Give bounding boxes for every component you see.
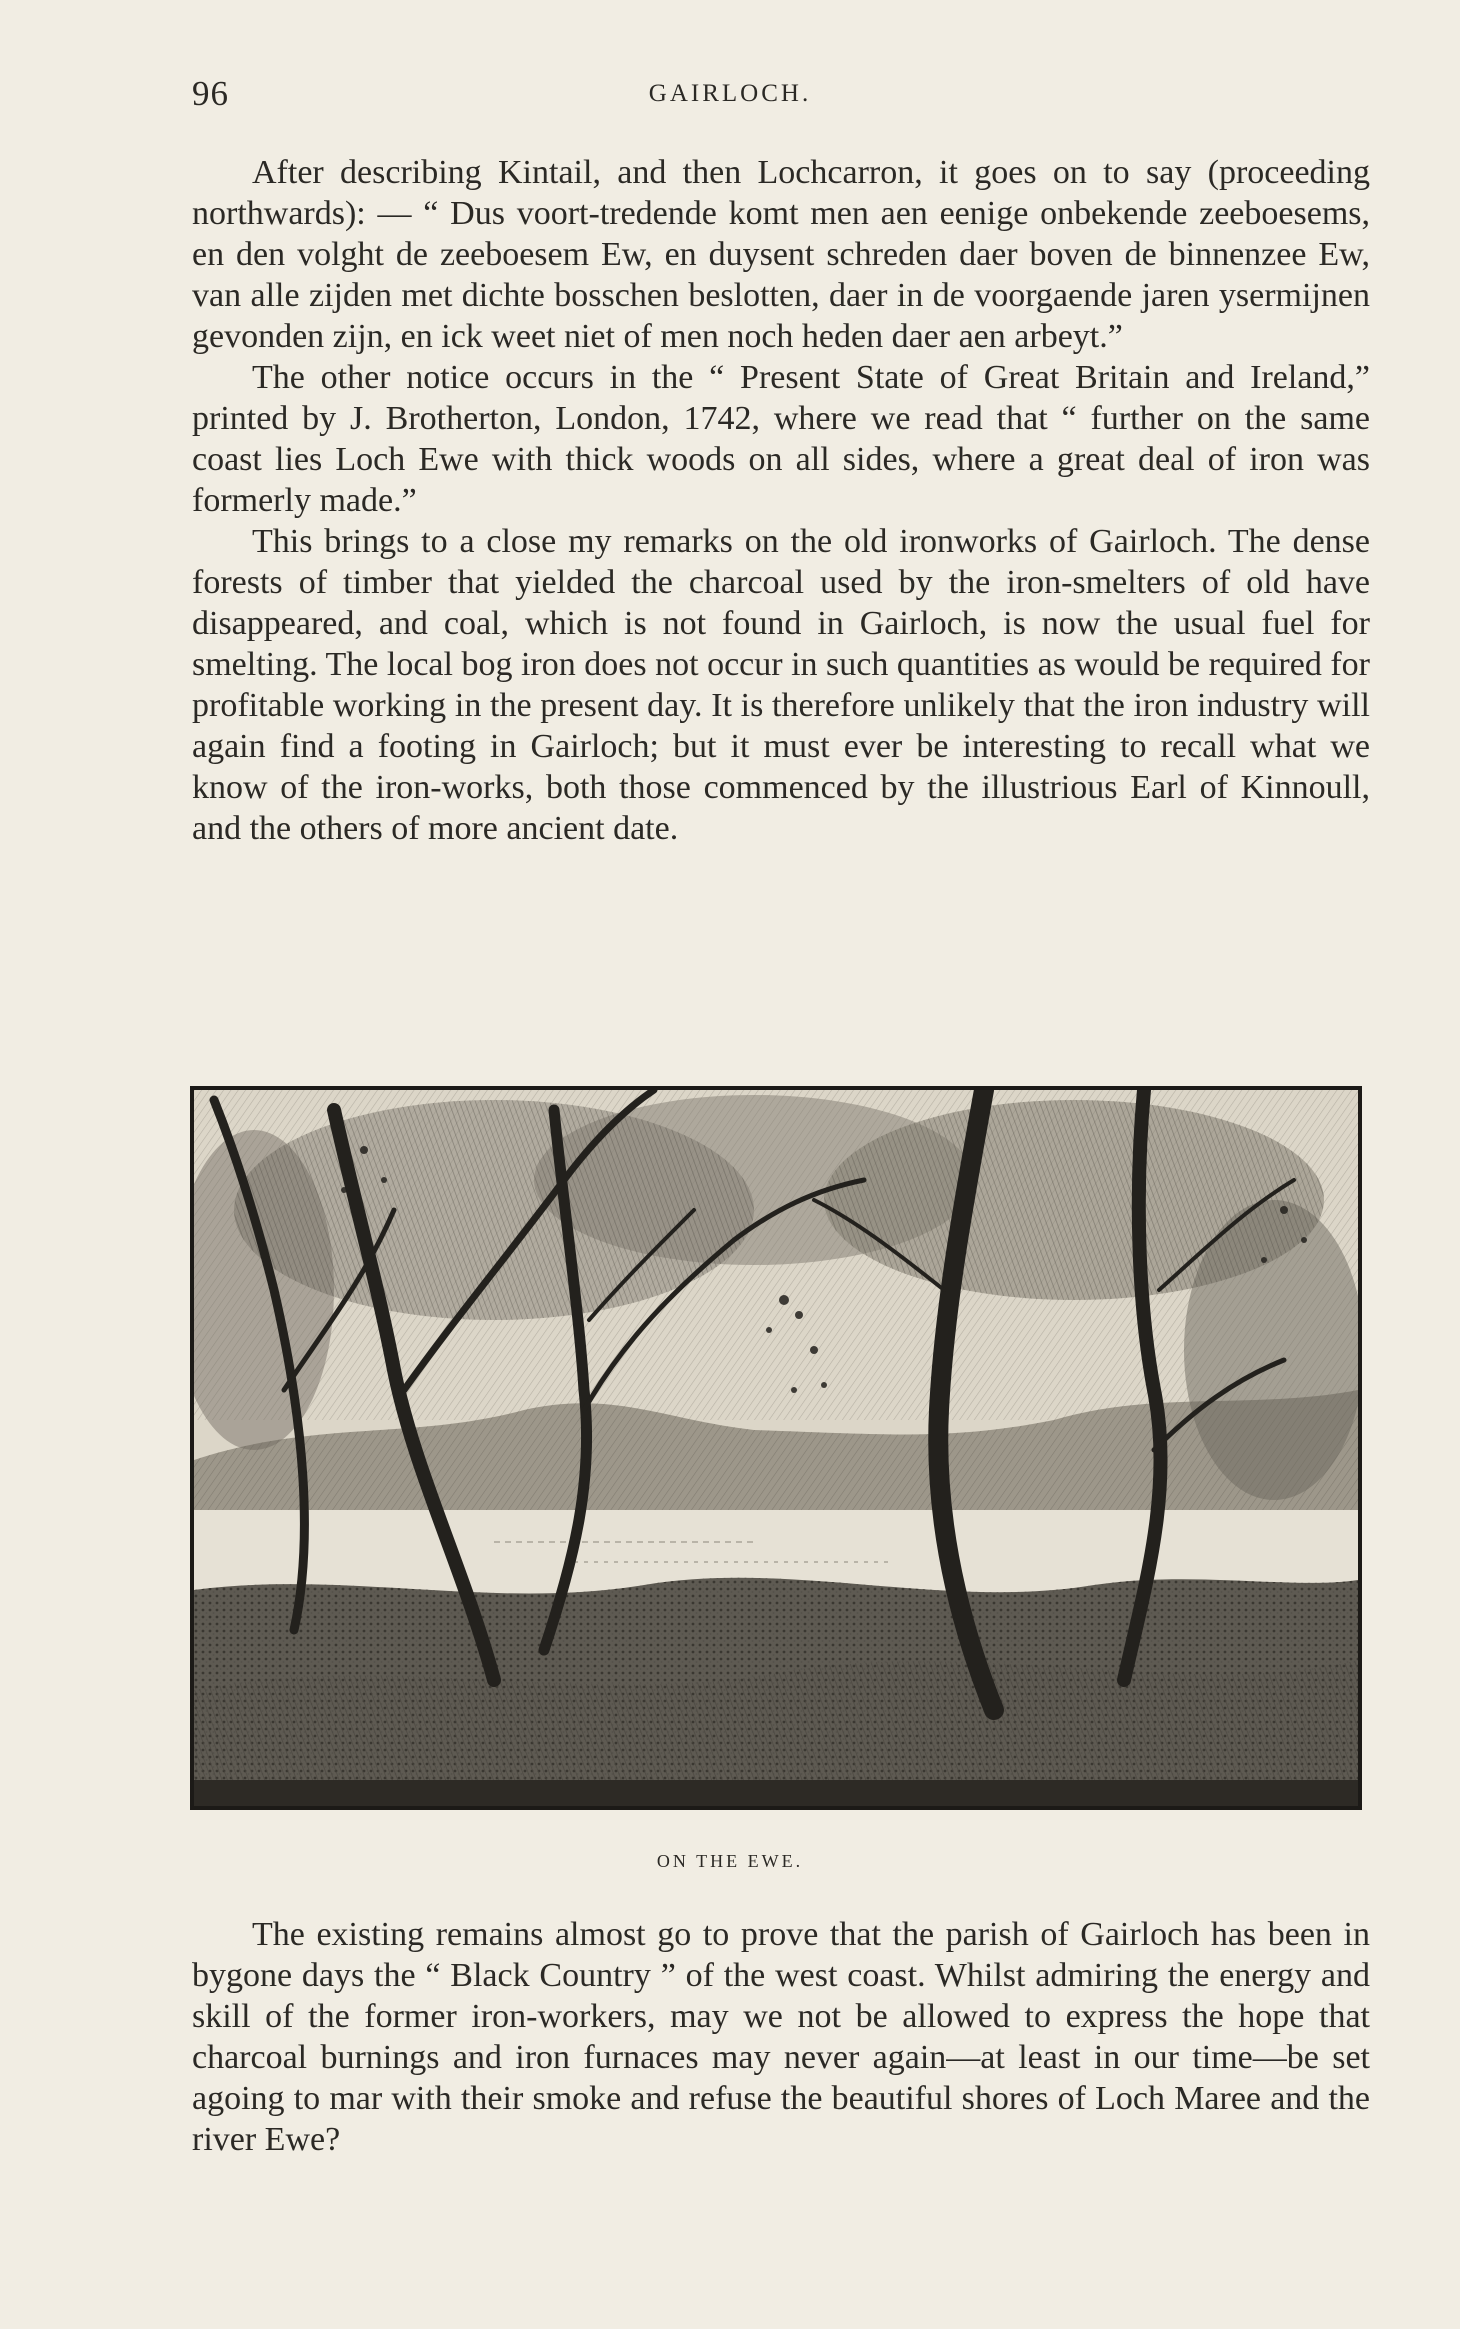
body-text-top (192, 152, 1370, 849)
body-text-bottom (192, 1914, 1370, 2160)
paragraph: This brings to a close my remarks on the old ironworks of Gairloch. The dense forests of timber that yielded the charcoal used by the iron-smelters of old have disappeared, and coal, which is not found in Gairloch, is now the usual fuel for smelting. The local bog iron does not occur in such quantities as would be required for profitable working in the present day. It is therefore unlikely that the iron industry will again find a footing in Gairloch; but it must ever be interesting to recall what we know of the iron-works, both those commenced by the illustrious Earl of Kinnoull, and the others of more ancient date. (192, 523, 1370, 847)
paragraph: After describing Kintail, and then Lochcarron, it goes on to say (proceeding northwards): — “ Dus voort-tredende komt men aen eenige onbekende zeeboesems, en den volght de zeeboesem Ew, en duysent schreden daer boven de binnenzee Ew, van alle zijden met dichte bosschen beslotten, daer in de voorgaende jaren ysermijnen gevonden zijn, en ick weet niet of men noch heden daer aen arbeyt.” (192, 154, 1370, 355)
running-head: GAIRLOCH. (648, 80, 812, 107)
paragraph: The existing remains almost go to prove that the parish of Gairloch has been in bygone days the “ Black Country ” of the west coast. Whilst admiring the energy and skill of the former iron-workers, may we not be allowed to express the hope that charcoal burnings and iron furnaces may never again—at least in our time—be set agoing to mar with their smoke and refuse the beautiful shores of Loch Maree and the river Ewe? (192, 1916, 1370, 2158)
illustration-caption: ON THE EWE. (656, 1851, 804, 1871)
paragraph: The other notice occurs in the “ Present State of Great Britain and Ireland,” printed by J. Brotherton, London, 1742, where we read that “ further on the same coast lies Loch Ewe with thick woods on all sides, where a great deal of iron was formerly made.” (192, 359, 1370, 519)
page-number: 96 (192, 74, 229, 113)
engraving-illustration (190, 1086, 1362, 1810)
